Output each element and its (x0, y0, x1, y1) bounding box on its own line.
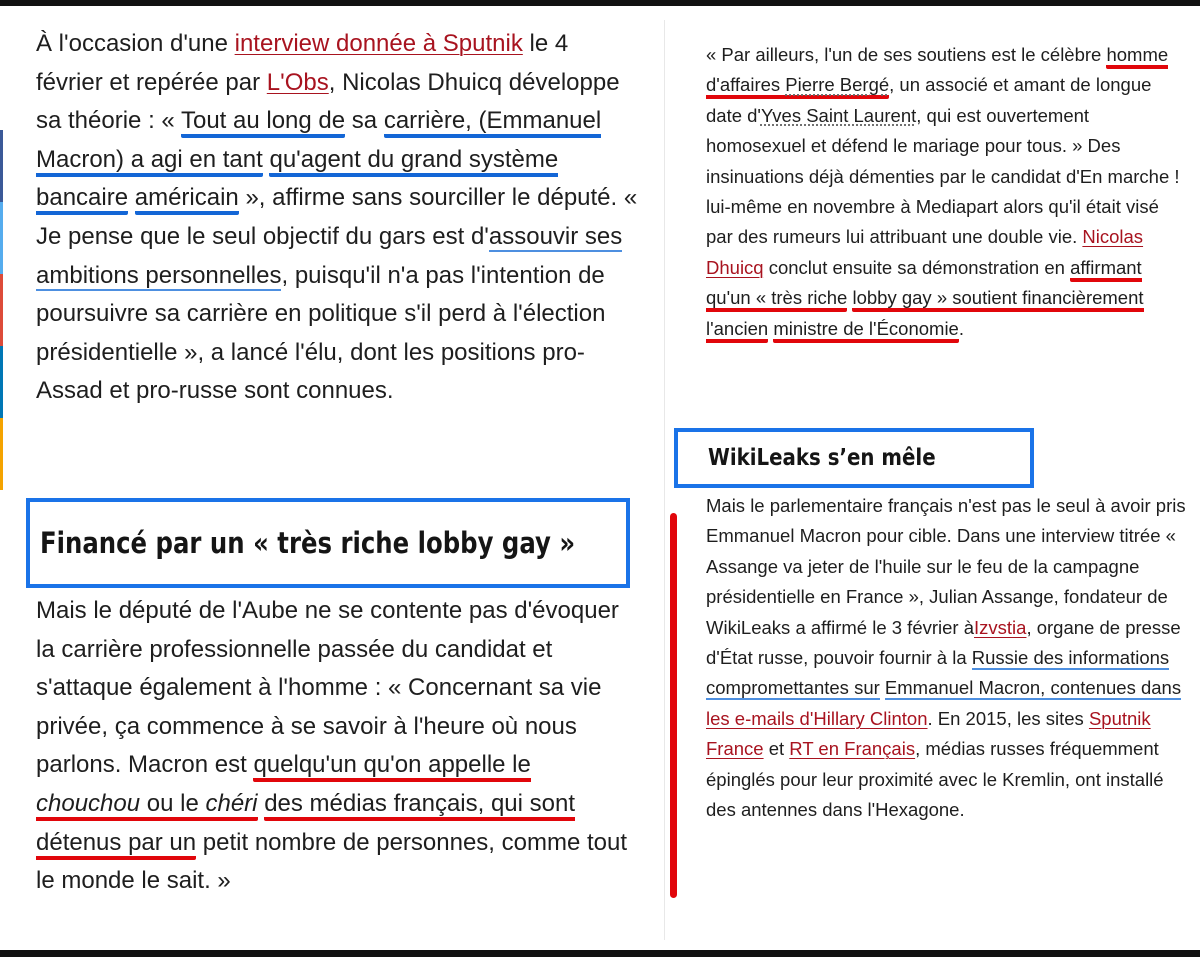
text-span: le 4 février et repérée par (36, 30, 569, 96)
right-paragraph-1 (706, 40, 1186, 344)
text-span: Mais le parlementaire français n'est pas le seul à avoir pris Emmanuel Macron pour cible. Dans une interview titrée « Assange va jeter de l'huile sur le feu de la campagne présidentielle en France », Julian Assange, fondateur de WikiLeaks a affirmé le 3 février à (706, 495, 1186, 638)
link-nicolas-dhuicq[interactable]: Nicolas Dhuicq (706, 226, 1144, 278)
frame-bottom-border (0, 950, 1200, 957)
italic-text: chéri (205, 789, 258, 817)
section-heading-box-wikileaks (674, 428, 1034, 488)
right-paragraph-2 (706, 491, 1186, 825)
text-span: . En 2015, les sites (927, 707, 1089, 729)
text-span: « Par ailleurs, l'un de ses soutiens est le célèbre (706, 44, 1107, 65)
text-span: , Nicolas Dhuicq développe sa théorie : « (36, 68, 620, 135)
red-highlight: des médias français, qui sont détenus par un (36, 790, 575, 860)
text-span: petit nombre de personnes, comme tout le monde le sait. » (36, 828, 628, 895)
frame-top-border (0, 0, 1200, 6)
link-interview-sputnik[interactable]: interview donnée à Sputnik (234, 30, 523, 57)
text-span: homme d'affaires (706, 44, 1169, 96)
text-span: . (958, 317, 964, 339)
link-izvstia[interactable]: Izvstia (974, 616, 1027, 638)
blue-thin-highlight: Russie des informations compromettantes sur (706, 647, 1170, 699)
share-bar-strip (0, 130, 3, 490)
section-heading-box-lobby (26, 498, 630, 588)
text-span: , médias russes fréquemment épinglés pour leur proximité avec le Kremlin, ont installé des antennes dans l'Hexagone. (706, 738, 1164, 821)
red-highlight: affirmant qu'un « très riche (706, 257, 1142, 312)
text-span: Mais le député de l'Aube ne se contente pas d'évoquer la carrière professionnelle passée du candidat et s'attaque également à l'homme : « Concernant sa vie privée, ça commence à se savoir à l'heure où nous parlons. Macron est (36, 597, 619, 779)
text-span (128, 184, 135, 211)
red-margin-mark (670, 513, 677, 898)
blue-thin-highlight: assouvir ses ambitions personnelles (36, 222, 623, 289)
blue-highlight: carrière, (Emmanuel Macron) a agi en tant (36, 107, 601, 177)
blue-highlight: Tout au long de (181, 107, 345, 138)
left-paragraph-1 (36, 25, 641, 411)
left-paragraph-2 (36, 592, 641, 901)
text-span: sa (345, 107, 384, 135)
link-sputnik-france[interactable]: Sputnik France (706, 707, 1151, 760)
text-span: conclut ensuite sa démonstration en (763, 256, 1071, 278)
text-span: , puisqu'il n'a pas l'intention de poursuivre sa carrière en politique s'il perd à l'élection présidentielle », a lancé l'élu, dont les positions pro-Assad et pro-russe sont connues. (36, 261, 606, 405)
text-span: , organe de presse d'État russe, pouvoir fournir à la (706, 616, 1181, 669)
red-highlight: lobby gay » soutient financièrement l'ancien (706, 287, 1144, 342)
blue-thin-highlight: Emmanuel Macron, contenues dans (884, 677, 1182, 699)
link-yves-saint-laurent[interactable]: Yves Saint Laurent (760, 104, 917, 126)
link-rt-en-francais[interactable]: RT en Français (789, 738, 916, 760)
red-highlight: ministre de l'Économie (773, 318, 959, 343)
link-lobs[interactable]: L'Obs (266, 68, 329, 96)
italic-text: chouchou (36, 789, 141, 817)
text-span: À l'occasion d'une (36, 30, 235, 57)
text-span: quelqu'un qu'on appelle le (253, 751, 531, 779)
text-span: », affirme sans sourciller le député. « Je pense que le seul objectif du gars est d' (36, 184, 638, 250)
section-heading-wikileaks: WikiLeaks s’en mêle (708, 445, 936, 471)
column-divider (664, 20, 665, 940)
section-heading-lobby: Financé par un « très riche lobby gay » (40, 526, 576, 560)
link-pierre-berge[interactable]: Pierre Bergé (785, 74, 890, 96)
text-span: , un associé et amant de longue date d' (706, 74, 1152, 126)
text-span: ou le (140, 789, 206, 817)
text-span: , qui est ouvertement homosexuel et défend le mariage pour tous. » Des insinuations déjà démenties par le candidat d'En marche ! lui-même en novembre à Mediapart alors qu'il était visé par des rumeurs lui attribuant une double vie. (706, 104, 1180, 248)
text-span: et (763, 738, 790, 760)
blue-highlight: américain (135, 184, 239, 215)
link-emails-hillary-clinton[interactable]: les e-mails d'Hillary Clinton (706, 707, 928, 729)
blue-highlight: qu'agent du grand système bancaire (36, 146, 558, 216)
